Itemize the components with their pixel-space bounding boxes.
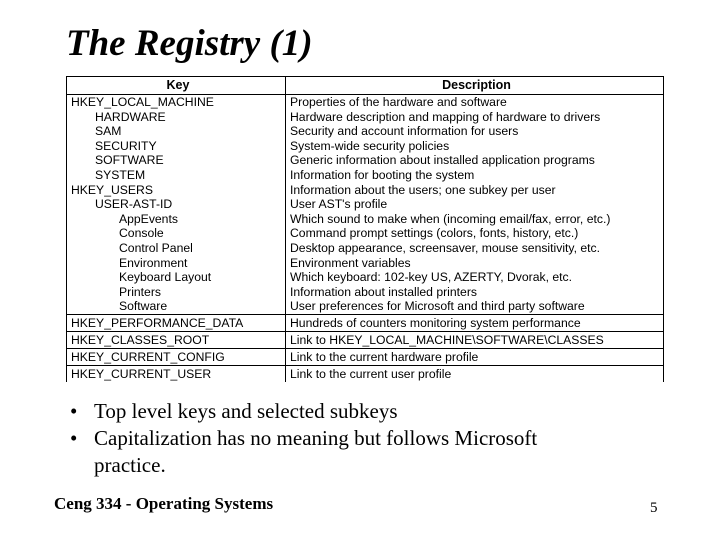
- bullet-continuation: practice.: [94, 453, 166, 477]
- description-cell: User preferences for Microsoft and third party software: [286, 299, 664, 314]
- description-cell: Properties of the hardware and software: [286, 95, 664, 110]
- table-row: [67, 270, 664, 285]
- description-cell: Link to the current hardware profile: [286, 348, 664, 365]
- description-cell: User AST's profile: [286, 197, 664, 212]
- table-row: [67, 299, 664, 314]
- key-cell: Control Panel: [67, 241, 286, 256]
- key-cell: Keyboard Layout: [67, 270, 286, 285]
- table-row: [67, 95, 664, 110]
- bullet-item: [70, 425, 537, 452]
- table-row: [67, 348, 664, 365]
- key-cell: SYSTEM: [67, 168, 286, 183]
- table-row: [67, 226, 664, 241]
- bullet-text: Capitalization has no meaning but follows Microsoft: [94, 426, 538, 450]
- table-row: [67, 241, 664, 256]
- key-cell: HKEY_CURRENT_CONFIG: [67, 348, 286, 365]
- description-cell: Information for booting the system: [286, 168, 664, 183]
- description-cell: Command prompt settings (colors, fonts, history, etc.): [286, 226, 664, 241]
- description-cell: Link to HKEY_LOCAL_MACHINE\SOFTWARE\CLASSES: [286, 331, 664, 348]
- key-cell: HKEY_USERS: [67, 183, 286, 198]
- description-cell: Hundreds of counters monitoring system performance: [286, 314, 664, 331]
- description-cell: System-wide security policies: [286, 139, 664, 154]
- description-cell: Information about the users; one subkey per user: [286, 183, 664, 198]
- description-cell: Which keyboard: 102-key US, AZERTY, Dvorak, etc.: [286, 270, 664, 285]
- table-row: [67, 365, 664, 382]
- key-cell: Printers: [67, 285, 286, 300]
- description-cell: Information about installed printers: [286, 285, 664, 300]
- table-row: [67, 124, 664, 139]
- table-row: [67, 314, 664, 331]
- description-cell: Link to the current user profile: [286, 365, 664, 382]
- table-row: [67, 197, 664, 212]
- table-row: [67, 183, 664, 198]
- description-cell: Generic information about installed application programs: [286, 153, 664, 168]
- key-cell: AppEvents: [67, 212, 286, 227]
- registry-table: [66, 76, 664, 382]
- table-row: [67, 110, 664, 125]
- bullet-icon: •: [70, 426, 78, 450]
- key-cell: HKEY_CLASSES_ROOT: [67, 331, 286, 348]
- page-number: 5: [650, 500, 658, 516]
- bullet-icon: •: [70, 399, 78, 423]
- footer-course: Ceng 334 - Operating Systems: [54, 494, 274, 513]
- key-cell: SOFTWARE: [67, 153, 286, 168]
- bullet-text: Top level keys and selected subkeys: [94, 399, 398, 423]
- table-row: [67, 256, 664, 271]
- key-cell: HARDWARE: [67, 110, 286, 125]
- description-cell: Desktop appearance, screensaver, mouse sensitivity, etc.: [286, 241, 664, 256]
- bullet-item: [70, 398, 537, 425]
- table-row: [67, 331, 664, 348]
- key-cell: HKEY_LOCAL_MACHINE: [67, 95, 286, 110]
- slide-title: The Registry (1): [66, 23, 313, 64]
- key-cell: HKEY_PERFORMANCE_DATA: [67, 314, 286, 331]
- key-cell: Console: [67, 226, 286, 241]
- key-cell: USER-AST-ID: [67, 197, 286, 212]
- key-cell: HKEY_CURRENT_USER: [67, 365, 286, 382]
- table-row: [67, 168, 664, 183]
- header-description: Description: [286, 77, 664, 95]
- key-cell: SECURITY: [67, 139, 286, 154]
- description-cell: Environment variables: [286, 256, 664, 271]
- table-row: [67, 285, 664, 300]
- description-cell: Security and account information for users: [286, 124, 664, 139]
- table-row: [67, 212, 664, 227]
- table-row: [67, 153, 664, 168]
- header-key: Key: [67, 77, 286, 95]
- key-cell: SAM: [67, 124, 286, 139]
- table-row: [67, 139, 664, 154]
- key-cell: Environment: [67, 256, 286, 271]
- description-cell: Hardware description and mapping of hardware to drivers: [286, 110, 664, 125]
- bullet-list: [70, 398, 537, 479]
- description-cell: Which sound to make when (incoming email/fax, error, etc.): [286, 212, 664, 227]
- key-cell: Software: [67, 299, 286, 314]
